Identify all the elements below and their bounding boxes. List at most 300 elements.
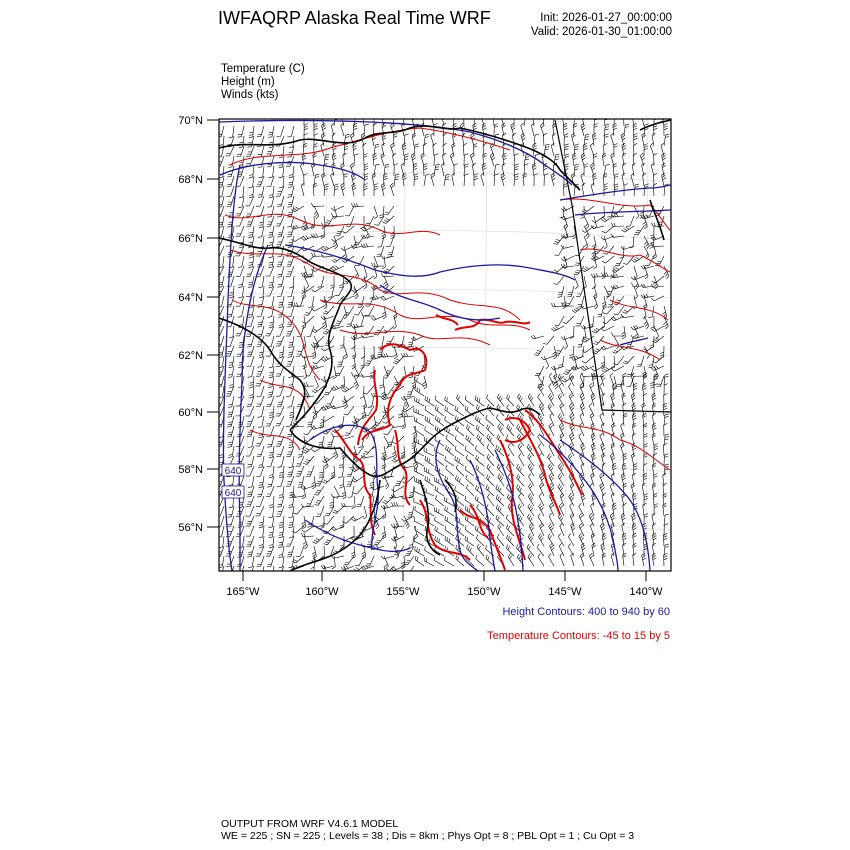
wind-barb <box>334 206 337 219</box>
wind-barb <box>217 126 224 137</box>
wind-barb <box>217 516 224 527</box>
wind-barb <box>216 206 224 217</box>
wind-barb <box>558 473 564 486</box>
wind-barb <box>464 174 469 186</box>
wind-barb <box>568 543 574 556</box>
wind-barb <box>361 565 374 570</box>
wind-barb <box>431 133 434 146</box>
wind-barb <box>535 366 544 376</box>
wind-barb <box>434 154 438 166</box>
wind-barb <box>352 286 364 292</box>
wind-barb <box>215 306 224 316</box>
wind-barb <box>238 286 244 298</box>
wind-barb <box>632 373 645 377</box>
wind-barb <box>226 346 234 356</box>
wind-barb <box>644 316 649 329</box>
wind-barb <box>601 346 614 350</box>
wind-barb <box>269 236 275 248</box>
wind-barb <box>372 516 384 522</box>
wind-barb <box>600 433 604 446</box>
wind-barb <box>279 346 284 358</box>
wind-barb <box>277 196 284 207</box>
wind-barb <box>610 373 614 386</box>
wind-barb <box>551 366 564 370</box>
wind-barb <box>507 404 514 416</box>
wind-barb <box>286 356 294 366</box>
wind-barb <box>246 506 254 516</box>
wind-barb <box>548 534 554 547</box>
wind-barb <box>414 477 424 486</box>
wind-barb <box>247 316 254 327</box>
wind-barb <box>475 416 484 427</box>
wind-barb <box>664 266 669 279</box>
wind-barb <box>506 525 514 537</box>
wind-barb <box>341 565 354 570</box>
wind-barb <box>316 506 324 516</box>
wind-barb <box>319 466 324 478</box>
height-contours-legend: Height Contours: 400 to 940 by 60 <box>502 606 670 618</box>
wind-barb <box>538 514 544 527</box>
wind-barb <box>558 484 564 497</box>
wind-barb <box>614 336 619 349</box>
wind-barb <box>331 236 344 242</box>
wind-barb <box>612 503 616 516</box>
wind-barb <box>391 536 404 541</box>
wind-barb <box>571 523 576 536</box>
footer-model: OUTPUT FROM WRF V4.6.1 MODEL <box>221 818 399 830</box>
wind-barb <box>651 366 664 371</box>
wind-barb <box>465 466 474 476</box>
wind-barb <box>517 464 525 476</box>
wind-barb <box>334 114 340 126</box>
wind-barb <box>549 383 554 396</box>
wind-barb <box>612 332 625 336</box>
wind-barb <box>507 414 514 426</box>
wind-barb <box>576 316 584 326</box>
wind-barb <box>402 476 414 484</box>
wind-barb <box>387 436 394 447</box>
wind-barb <box>434 507 444 516</box>
wind-barb <box>425 416 434 426</box>
wind-barb <box>345 426 355 436</box>
wind-barb <box>286 156 294 166</box>
wind-barb <box>456 395 464 407</box>
wind-barb <box>538 554 544 566</box>
wind-barb <box>374 326 384 335</box>
wind-barb <box>296 466 304 476</box>
lat-label-66: 66°N <box>178 233 203 245</box>
wind-barb <box>604 184 608 197</box>
wind-barb <box>248 476 254 488</box>
wind-barb <box>374 206 378 219</box>
wind-barb <box>331 494 344 498</box>
wind-barb <box>486 474 494 486</box>
wind-barb <box>258 456 264 468</box>
wind-barb <box>269 466 274 478</box>
wind-barb <box>303 266 308 279</box>
wind-barb <box>466 435 474 446</box>
wind-barb <box>228 446 234 458</box>
wind-barb <box>227 516 234 527</box>
wind-barb <box>276 406 284 416</box>
wind-barb <box>248 556 254 568</box>
wind-barb <box>331 206 344 211</box>
wind-barb <box>563 366 574 375</box>
wind-barb <box>581 206 585 219</box>
wind-barb <box>363 446 374 454</box>
wind-barb <box>464 113 468 126</box>
wind-barb <box>357 316 364 327</box>
wind-barb <box>318 436 324 448</box>
wind-barb <box>663 403 667 416</box>
wind-barb <box>238 256 244 268</box>
wind-barb <box>528 504 534 517</box>
wind-barb <box>404 556 414 565</box>
wind-barb <box>590 553 595 566</box>
wind-barb <box>634 206 639 219</box>
wind-barb <box>654 384 658 396</box>
wind-barb <box>445 516 454 526</box>
wind-barb <box>549 373 554 386</box>
wind-barb <box>216 506 224 516</box>
wind-barb <box>406 386 414 396</box>
wind-barb <box>249 166 254 178</box>
wind-barb <box>259 236 264 248</box>
wind-barb <box>321 316 334 320</box>
wind-barb <box>249 246 254 258</box>
wind-barb <box>651 326 664 331</box>
wind-barb <box>268 226 274 238</box>
wind-barb <box>257 486 264 497</box>
wind-barb <box>594 153 598 166</box>
wind-barb <box>465 396 474 406</box>
wind-barb <box>259 216 264 228</box>
wind-barb <box>414 457 424 466</box>
wind-barb <box>614 144 618 157</box>
wind-barb <box>523 173 527 186</box>
wind-barb <box>358 296 364 307</box>
wind-barb <box>289 486 294 498</box>
wind-barb <box>538 383 544 396</box>
wind-barb <box>487 494 494 506</box>
wind-barb <box>257 316 264 327</box>
wind-barb <box>602 256 614 263</box>
wind-barb <box>382 566 386 579</box>
wind-barb <box>476 425 484 436</box>
lon-label-155: 155°W <box>386 586 420 598</box>
wind-barb <box>246 516 254 526</box>
wind-barb <box>445 557 455 567</box>
wind-barb <box>548 404 554 417</box>
wind-barb <box>288 336 294 348</box>
wind-barb <box>650 143 654 156</box>
wind-barb <box>306 496 314 506</box>
wind-barb <box>258 566 264 578</box>
wind-barb <box>296 546 304 556</box>
wind-barb <box>277 286 284 297</box>
wind-barb <box>326 396 334 406</box>
wind-barb <box>496 515 504 526</box>
wind-barb <box>312 476 316 489</box>
wind-barb <box>286 476 294 486</box>
wind-barb <box>631 453 635 466</box>
wind-barb <box>496 495 504 506</box>
footer-settings: WE = 225 ; SN = 225 ; Levels = 38 ; Dis = 8km ; Phys Opt = 8 ; PBL Opt = 1 ; Cu Opt = 3 <box>221 830 635 842</box>
wind-barb <box>634 184 639 196</box>
wind-barb <box>304 426 315 435</box>
wind-barb <box>289 406 294 418</box>
wind-barb <box>229 326 234 338</box>
wind-barb <box>353 486 364 494</box>
wind-barb <box>579 433 584 446</box>
variable-height: Height (m) <box>221 76 275 88</box>
wind-barb <box>276 216 284 226</box>
wind-barb <box>415 386 424 396</box>
plot-title: IWFAQRP Alaska Real Time WRF <box>218 8 491 28</box>
wind-barb <box>266 486 274 496</box>
wind-barb <box>258 406 265 417</box>
wind-barb <box>455 436 464 447</box>
wind-barb <box>592 133 596 146</box>
wind-barbs <box>215 113 669 579</box>
wind-barb <box>643 503 647 516</box>
wind-barb <box>246 496 254 506</box>
wind-barb <box>286 266 294 276</box>
wind-barb <box>246 416 254 426</box>
wind-barb <box>354 376 359 389</box>
wind-barb <box>384 276 389 289</box>
wind-barb <box>551 326 564 331</box>
wind-barb <box>306 466 314 476</box>
wind-barb <box>528 493 534 506</box>
wind-barb <box>538 376 545 387</box>
wind-barb <box>455 406 464 416</box>
wind-barb <box>269 356 274 368</box>
wind-barb <box>238 516 244 528</box>
wind-barb <box>247 486 254 497</box>
wind-barb <box>287 216 294 227</box>
wind-barb <box>361 455 374 459</box>
wind-barb <box>268 296 274 308</box>
wind-barb <box>355 556 364 566</box>
valid-time: Valid: 2026-01-30_01:00:00 <box>530 26 672 38</box>
wind-barb <box>409 536 415 548</box>
wind-barb <box>466 425 474 437</box>
wind-barb <box>445 456 454 466</box>
wind-barb <box>277 206 284 217</box>
wind-barb <box>259 476 265 488</box>
wind-barb <box>455 456 464 466</box>
lat-label-70: 70°N <box>178 115 203 127</box>
lon-label-150: 150°W <box>467 586 501 598</box>
wind-barb <box>268 126 274 138</box>
wind-barb <box>276 336 284 346</box>
wind-barb <box>601 543 606 556</box>
wind-barb <box>321 346 334 351</box>
wind-barb <box>634 226 644 235</box>
wind-barb <box>593 336 604 345</box>
wind-barb <box>611 234 624 238</box>
wind-barb <box>279 516 284 528</box>
wind-barb <box>276 426 285 436</box>
wind-barb <box>408 336 415 347</box>
wind-barb <box>558 463 564 476</box>
wind-barb <box>357 496 365 507</box>
wind-barb <box>654 326 659 339</box>
lat-label-64: 64°N <box>178 292 203 304</box>
wind-barb <box>374 536 384 545</box>
lat-label-58: 58°N <box>178 464 203 476</box>
wind-barb <box>656 376 664 387</box>
wind-barb <box>436 495 445 506</box>
wind-barb <box>534 174 538 186</box>
wind-barb <box>296 346 304 356</box>
wind-barb <box>364 506 367 519</box>
wind-barb <box>435 396 444 406</box>
wind-barb <box>414 397 424 406</box>
wind-barb <box>276 366 284 376</box>
wind-barb <box>621 326 625 339</box>
wind-barb <box>651 236 664 240</box>
wind-barb <box>374 184 378 196</box>
wind-barb <box>229 376 234 388</box>
wind-barb <box>544 144 550 156</box>
wind-barb <box>381 153 385 166</box>
wind-barb <box>549 523 554 536</box>
wind-barb <box>303 456 314 465</box>
wind-barb <box>486 395 494 407</box>
wind-barb <box>370 476 374 488</box>
wind-barb <box>518 504 524 517</box>
wind-barb <box>623 503 627 516</box>
wind-barb <box>269 276 274 288</box>
wind-barb <box>424 174 430 186</box>
wind-barb <box>339 456 344 468</box>
wind-barb <box>446 465 454 476</box>
graticule <box>219 120 671 571</box>
wind-barb <box>330 276 334 289</box>
wind-barb <box>623 356 634 364</box>
wind-barb <box>259 426 265 438</box>
wind-barb <box>433 143 437 156</box>
wind-barb <box>313 183 317 196</box>
wind-barb <box>528 454 534 466</box>
wind-barb <box>334 184 339 196</box>
wind-barb <box>354 154 359 166</box>
wind-barb <box>497 534 504 546</box>
wind-barb <box>528 464 534 477</box>
wind-barb <box>541 356 554 360</box>
wind-barb <box>238 276 244 288</box>
wind-barb <box>475 496 484 506</box>
wind-barb <box>287 546 294 557</box>
wind-barb <box>445 506 454 516</box>
wind-barb <box>344 174 348 187</box>
wind-barb <box>614 306 624 315</box>
wind-barb <box>288 396 295 407</box>
wind-barb <box>238 306 245 317</box>
wind-barb <box>259 286 264 298</box>
wind-barb <box>335 366 344 376</box>
wind-barb <box>387 246 394 257</box>
wind-barb <box>424 447 434 456</box>
wind-barb <box>360 216 364 229</box>
wind-barb <box>279 146 284 158</box>
wind-barb <box>414 144 419 156</box>
wind-barb <box>269 166 274 178</box>
wind-barb <box>465 526 474 536</box>
lon-label-165: 165°W <box>226 586 260 598</box>
wind-barb <box>455 475 464 486</box>
wind-barb <box>594 296 598 309</box>
lat-label-56: 56°N <box>178 522 203 534</box>
wind-barb <box>382 143 385 156</box>
wind-barb <box>654 154 658 167</box>
wind-barb <box>287 196 294 207</box>
wind-barb <box>576 286 584 296</box>
wind-barb <box>335 226 344 236</box>
wind-barb <box>402 416 406 429</box>
lon-label-140: 140°W <box>629 586 663 598</box>
wind-barb <box>561 256 574 261</box>
wind-barb <box>278 456 285 467</box>
wind-barb <box>494 124 498 136</box>
wind-barb <box>216 286 225 296</box>
wind-barb <box>331 213 344 217</box>
wind-barb <box>531 335 544 339</box>
wind-barb <box>611 223 624 227</box>
wind-barb <box>381 386 385 399</box>
wind-barb <box>365 216 374 226</box>
wind-barb <box>277 226 284 237</box>
wind-barb <box>413 426 418 439</box>
wind-barb <box>423 376 428 389</box>
wind-barb <box>246 446 254 456</box>
wind-barb <box>287 126 294 137</box>
wind-barb <box>216 156 224 166</box>
wind-barb <box>571 366 584 371</box>
map-frame <box>219 119 671 571</box>
wind-barb <box>374 266 377 279</box>
wind-barb <box>394 164 398 176</box>
wind-barb <box>561 245 574 248</box>
wind-barb <box>389 486 394 498</box>
wind-barb <box>634 276 639 289</box>
wind-barb <box>344 556 354 565</box>
wind-barb <box>606 286 614 296</box>
wind-barb <box>258 156 264 168</box>
wind-barb <box>277 266 284 277</box>
wind-barb <box>569 346 574 358</box>
wind-barb <box>465 536 474 546</box>
wind-barb <box>277 256 284 267</box>
wind-barb <box>548 393 554 406</box>
wind-barb <box>345 206 354 216</box>
wind-barb <box>228 396 234 408</box>
wind-barb <box>398 406 404 418</box>
wind-barb <box>465 446 474 456</box>
wind-barb <box>353 286 358 299</box>
wind-barb <box>574 276 578 289</box>
wind-barb <box>277 126 284 137</box>
wind-barb <box>663 503 667 516</box>
wind-barb <box>236 476 244 487</box>
wind-barb <box>257 146 264 157</box>
wind-barb <box>654 504 658 516</box>
wind-barb <box>555 316 564 326</box>
wind-barb <box>424 467 434 476</box>
wind-barb <box>277 276 284 287</box>
